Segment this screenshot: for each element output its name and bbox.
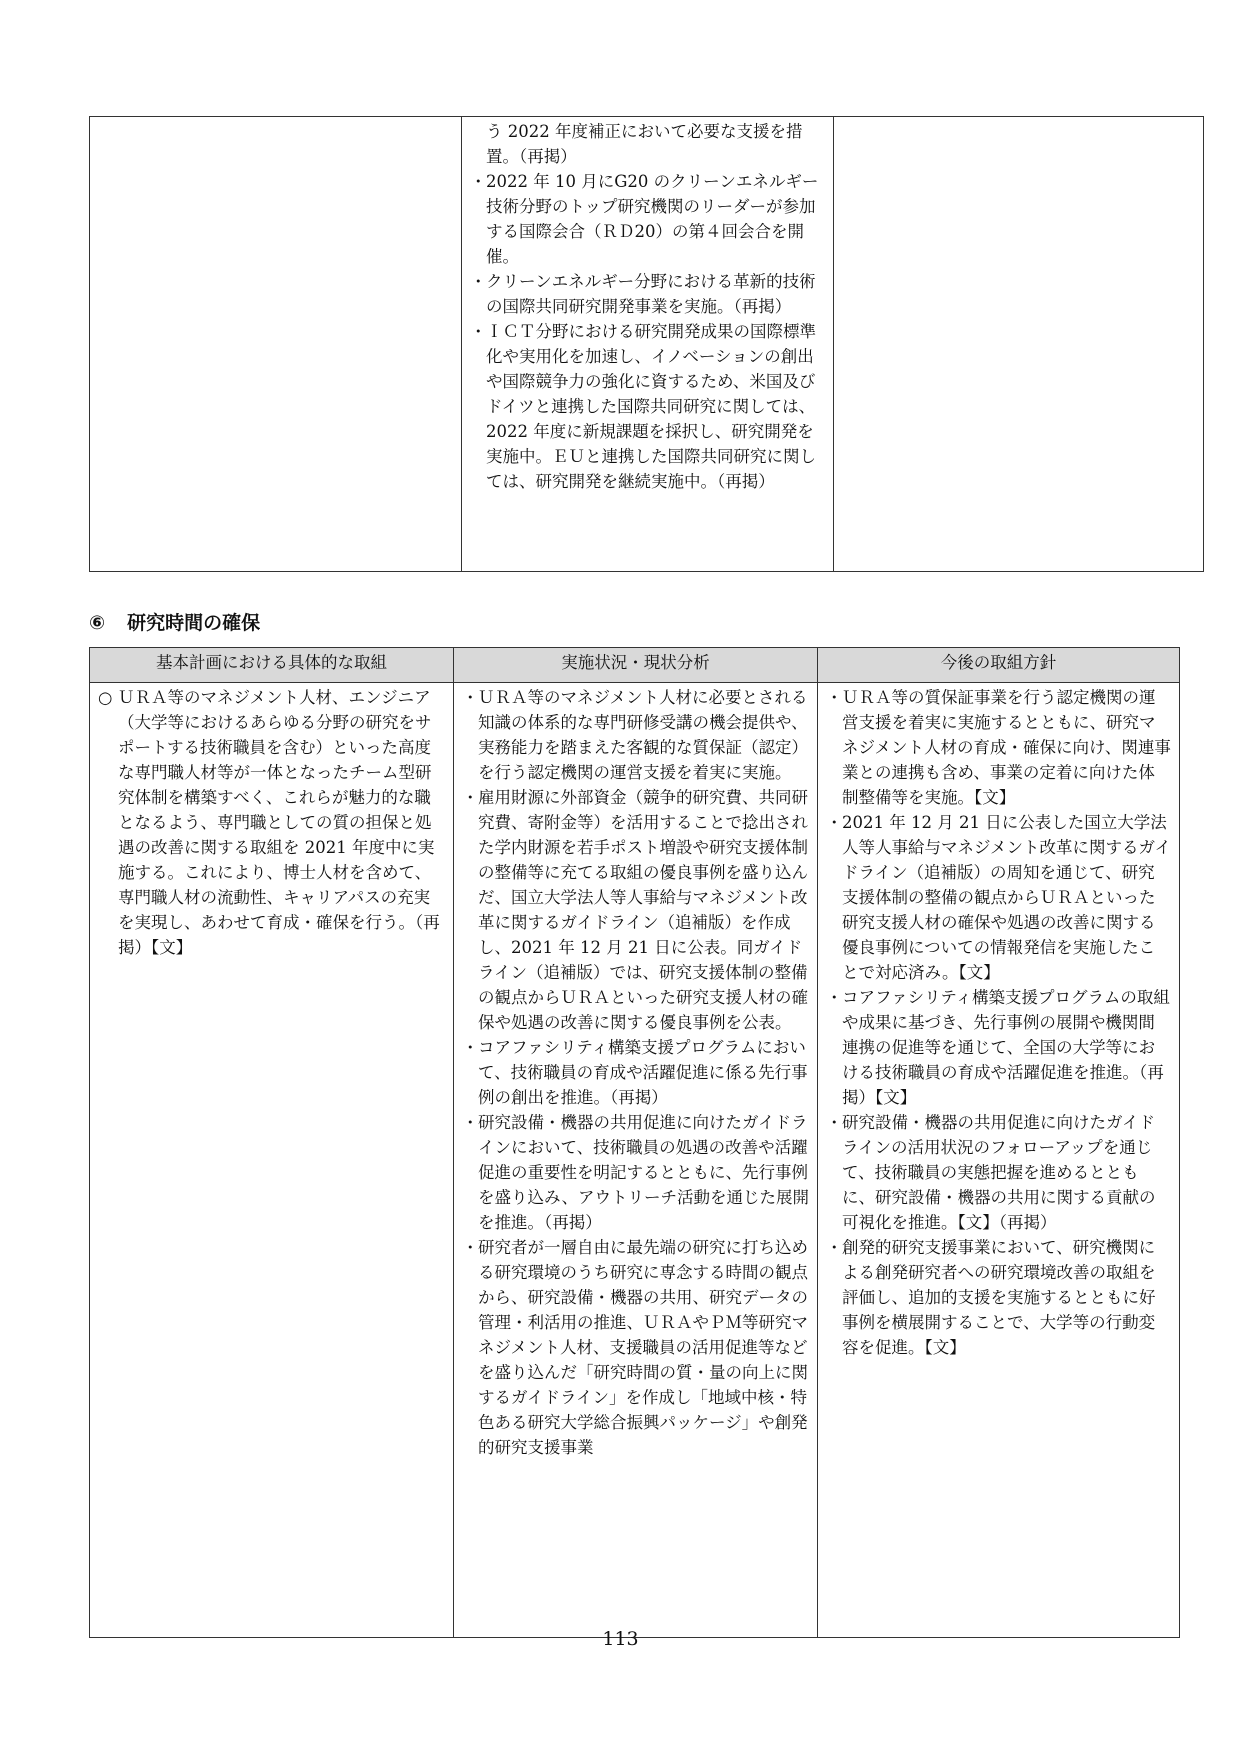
list-item: ・ ＵＲＡ等のマネジメント人材に必要とされる知識の体系的な専門研修受講の機会提供や、実務能力を踏まえた客観的な質保証（認定）を行う認定機関の運営支援を着実に実施。 [462, 688, 808, 782]
cont-cell-status [462, 117, 834, 572]
list-item: ・ 創発的研究支援事業において、研究機関による創発研究者への研究環境改善の取組を評価し、追加的支援を実施するとともに好事例を横展開することで、大学等の行動変容を促進。【文】 [826, 1238, 1156, 1357]
page-number: 113 [602, 1628, 639, 1650]
list-item: ・ 2022 年 10 月にG20 のクリーンエネルギー技術分野のトップ研究機関のリーダーが参加する国際会合（ＲＤ20）の第４回会合を開催。 [470, 172, 819, 266]
section-title: 研究時間の確保 [127, 612, 261, 634]
table-header-row [90, 648, 1180, 683]
list-item: ・ クリーンエネルギー分野における革新的技術の国際共同研究開発事業を実施。（再掲） [470, 272, 816, 316]
circle-marker-icon: ○ [98, 688, 113, 707]
section-number: ⑥ [89, 612, 106, 634]
table-row [90, 683, 1180, 1638]
header-policy: 今後の取組方針 [818, 648, 1180, 683]
continuation-table [89, 116, 1204, 572]
list-item: ・ 研究設備・機器の共用促進に向けたガイドラインにおいて、技術職員の処遇の改善や活躍促進の重要性を明記するとともに、先行事例を盛り込み、アウトリーチ活動を通じた展開を推進。（再掲） [462, 1113, 809, 1232]
cont-cell-plan [90, 117, 462, 572]
list-item: ・ コアファシリティ構築支援プログラムにおいて、技術職員の育成や活躍促進に係る先行事例の創出を推進。（再掲） [462, 1038, 808, 1107]
main-table [89, 647, 1180, 1638]
cell-status [454, 683, 818, 1638]
list-item: ・ 研究設備・機器の共用促進に向けたガイドラインの活用状況のフォローアップを通じて、技術職員の実態把握を進めるとともに、研究設備・機器の共用に関する貢献の可視化を推進。【文】（再掲） [826, 1113, 1156, 1232]
list-item: ・ コアファシリティ構築支援プログラムの取組や成果に基づき、先行事例の展開や機関間連携の促進等を通じて、全国の大学等における技術職員の育成や活躍促進を推進。（再掲）【文】 [826, 988, 1170, 1107]
list-item: ・ 2021 年 12 月 21 日に公表した国立大学法人等人事給与マネジメント改革に関するガイドライン（追補版）の周知を通じて、研究支援体制の整備の観点からＵＲＡといった研究支援人材の確保や処遇の改善に関する優良事例についての情報発信を実施したことで対応済み。【文】 [826, 813, 1172, 982]
plan-item: ○ ＵＲＡ等のマネジメント人材、エンジニア（大学等におけるあらゆる分野の研究をサポートする技術職員を含む）といった高度な専門職人材等が一体となったチーム型研究体制を構築すべく、これらが魅力的な職となるよう、専門職としての質の担保と処遇の改善に関する取組を 2021 年度中に実施する。これにより、博士人材を含めて、専門職人材の流動性、キャリアパスの充実を実現し、あわせて育成・確保を行う。（再掲）【文】 [98, 685, 445, 960]
cont-lead-text: う 2022 年度補正において必要な支援を措置。（再掲） [486, 122, 803, 166]
cell-plan [90, 683, 454, 1638]
section-heading [89, 608, 260, 635]
cell-policy [818, 683, 1180, 1638]
list-item: ・ 研究者が一層自由に最先端の研究に打ち込める研究環境のうち研究に専念する時間の観点から、研究設備・機器の共用、研究データの管理・利活用の推進、ＵＲＡやＰＭ等研究マネジメント人材、支援職員の活用促進等などを盛り込んだ「研究時間の質・量の向上に関するガイドライン」を作成し「地域中核・特色ある研究大学総合振興パッケージ」や創発的研究支援事業 [462, 1238, 808, 1457]
header-plan: 基本計画における具体的な取組 [90, 648, 454, 683]
list-item: ・ ＵＲＡ等の質保証事業を行う認定機関の運営支援を着実に実施するとともに、研究マネジメント人材の育成・確保に向け、関連事業との連携も含め、事業の定着に向けた体制整備等を実施。【文】 [826, 688, 1171, 807]
list-item: ・ 雇用財源に外部資金（競争的研究費、共同研究費、寄附金等）を活用することで捻出された学内財源を若手ポスト増設や研究支援体制の整備等に充てる取組の優良事例を盛り込んだ、国立大学法人等人事給与マネジメント改革に関するガイドライン（追補版）を作成し、2021 年 12 月 21 日に公表。同ガイドライン（追補版）では、研究支援体制の整備の観点からＵＲＡといった研究支援人材の確保や処遇の改善に関する優良事例を公表。 [462, 788, 808, 1032]
cont-cell-policy [834, 117, 1204, 572]
list-item: ・ ＩＣＴ分野における研究開発成果の国際標準化や実用化を加速し、イノベーションの創出や国際競争力の強化に資するため、米国及びドイツと連携した国際共同研究に関しては、2022 年度に新規課題を採択し、研究開発を実施中。ＥＵと連携した国際共同研究に関しては、研究開発を継続実施中。（再掲） [470, 322, 816, 491]
header-status: 実施状況・現状分析 [454, 648, 818, 683]
